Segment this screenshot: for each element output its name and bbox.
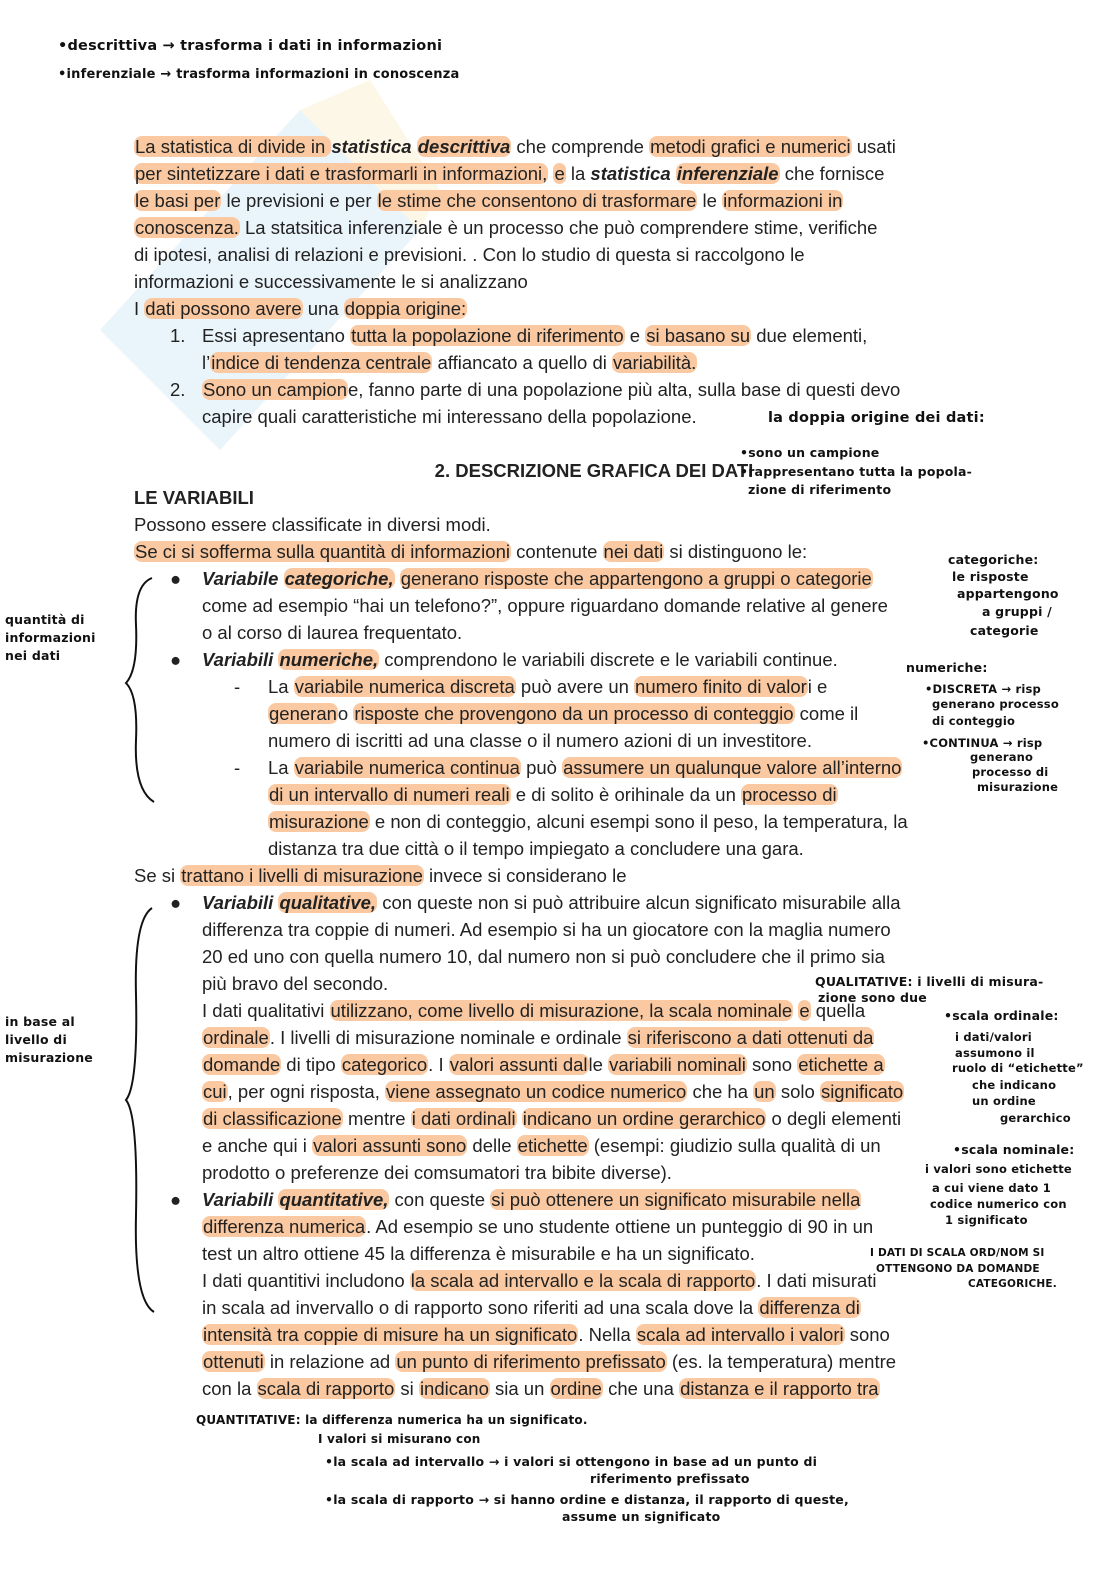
highlighted-text: significato xyxy=(820,1081,904,1102)
highlighted-text: tutta la popolazione di riferimento xyxy=(351,325,624,346)
text-segment: che fornisce xyxy=(779,163,885,184)
note: appartengono xyxy=(957,586,1059,601)
text-segment: (esempi: giudizio sulla qualità di un xyxy=(588,1135,881,1156)
bullet-marker: ● xyxy=(170,892,182,913)
text-line xyxy=(134,862,994,889)
highlighted-text: ordine xyxy=(550,1378,602,1399)
text-line xyxy=(134,1186,994,1213)
highlighted-text: cui xyxy=(203,1081,227,1102)
highlighted-text: indicano xyxy=(419,1378,489,1399)
note: •scala ordinale: xyxy=(944,1008,1059,1023)
highlighted-text: Sono un campion xyxy=(203,379,347,400)
highlighted-text: variabile numerica discreta xyxy=(294,676,515,697)
note: •CONTINUA → risp xyxy=(922,736,1043,750)
text-segment: o al corso di laurea frequentato. xyxy=(202,622,463,643)
highlighted-text: le basi per xyxy=(135,190,221,211)
highlighted-text: utilizzano, come livello di misurazione, la scala nominale xyxy=(330,1000,793,1021)
list-number: 2. xyxy=(170,379,186,400)
text-segment: quella xyxy=(810,1000,866,1021)
text-segment: La xyxy=(268,676,294,697)
text-segment: capire quali caratteristiche mi interessano della popolazione. xyxy=(202,406,697,427)
text-segment: numero di iscritti ad una classe o il numero azioni di un investitore. xyxy=(268,730,812,751)
text-line xyxy=(134,754,994,781)
text-segment: si xyxy=(395,1378,419,1399)
text-segment: . Ad esempio se uno studente ottiene un punteggio di 90 in un xyxy=(366,1216,874,1237)
highlighted-text: doppia origine: xyxy=(344,298,467,319)
text-line xyxy=(134,727,994,754)
highlighted-text: e xyxy=(799,1000,810,1021)
text-segment: prodotto o preferenze dei comsumatori tra bibite diverse). xyxy=(202,1162,672,1183)
text-segment: che una xyxy=(602,1378,680,1399)
left-brace-icon xyxy=(122,905,162,1315)
highlighted-text: numero finito di valor xyxy=(635,676,807,697)
text-segment: che ha xyxy=(687,1081,754,1102)
bullet-marker: ● xyxy=(170,1189,182,1210)
text-segment: affiancato a quello di xyxy=(432,352,612,373)
text-segment: la xyxy=(565,163,591,184)
text-segment xyxy=(395,568,400,589)
text-line xyxy=(134,835,994,862)
text-line xyxy=(134,565,994,592)
highlighted-text: indice di tendenza centrale xyxy=(211,352,432,373)
text-segment: con la xyxy=(202,1378,257,1399)
note: QUANTITATIVE: la differenza numerica ha un significato. xyxy=(196,1413,588,1427)
bullet-marker: ● xyxy=(170,568,182,589)
text-segment: . I xyxy=(428,1054,449,1075)
text-segment: sono xyxy=(844,1324,890,1345)
top-note-inferenziale: •inferenziale → trasforma informazioni in conoscenza xyxy=(58,67,460,82)
note-left: informazioni xyxy=(5,630,96,645)
text-line xyxy=(134,322,994,349)
highlighted-text: misurazione xyxy=(269,811,369,832)
note: un ordine xyxy=(972,1094,1036,1108)
text-segment: distanza tra due città o il tempo impiegato a concludere una gara. xyxy=(268,838,804,859)
text-line xyxy=(134,214,994,241)
emphasis-text: statistica xyxy=(331,136,417,157)
text-segment: o degli elementi xyxy=(766,1108,902,1129)
text-segment: di tipo xyxy=(281,1054,341,1075)
text-segment: più bravo del secondo. xyxy=(202,973,389,994)
text-segment: I dati qualitativi xyxy=(202,1000,330,1021)
text-line xyxy=(134,349,994,376)
text-segment: come ad esempio “hai un telefono?”, oppure riguardano domande relative al genere xyxy=(202,595,888,616)
text-segment: e di solito è orihinale da un xyxy=(510,784,741,805)
text-segment: in relazione ad xyxy=(264,1351,396,1372)
highlighted-text: quantitative, xyxy=(279,1189,389,1210)
text-line xyxy=(134,1321,994,1348)
text-line xyxy=(134,1132,994,1159)
highlighted-text: valori assunti sono xyxy=(313,1135,467,1156)
highlighted-text: viene assegnato un codice numerico xyxy=(386,1081,687,1102)
highlighted-text: e xyxy=(554,163,565,184)
text-segment: con queste xyxy=(389,1189,491,1210)
text-segment: , per ogni risposta, xyxy=(227,1081,385,1102)
text-line xyxy=(134,1240,994,1267)
emphasis-text: statistica xyxy=(590,163,676,184)
text-segment: Possono essere classificate in diversi modi. xyxy=(134,514,491,535)
note: gerarchico xyxy=(1000,1111,1071,1125)
text-segment: può xyxy=(520,757,563,778)
highlighted-text: domande xyxy=(203,1054,281,1075)
note: •DISCRETA → risp xyxy=(925,682,1041,696)
note: •sono un campione xyxy=(740,445,880,460)
text-segment: comprendono le variabili discrete e le variabili continue. xyxy=(379,649,838,670)
highlighted-text: i dati ordinali xyxy=(411,1108,516,1129)
text-line xyxy=(134,268,994,295)
note: codice numerico con xyxy=(930,1197,1067,1211)
text-segment: come il xyxy=(794,703,859,724)
text-segment: con queste non si può attribuire alcun significato misurabile alla xyxy=(377,892,901,913)
text-line xyxy=(134,538,994,565)
text-line xyxy=(134,1051,994,1078)
note: misurazione xyxy=(977,780,1059,794)
note: ruolo di “etichette” xyxy=(952,1061,1084,1075)
text-segment: (es. la temperatura) mentre xyxy=(666,1351,897,1372)
text-segment: due elementi, xyxy=(751,325,868,346)
highlighted-text: risposte che provengono da un processo di conteggio xyxy=(354,703,794,724)
note: •rappresentano tutta la popola- xyxy=(740,464,973,479)
note: categorie xyxy=(970,623,1039,638)
highlighted-text: si può ottenere un significato misurabile nella xyxy=(491,1189,861,1210)
text-line xyxy=(134,781,994,808)
text-segment: può avere un xyxy=(515,676,635,697)
text-segment: e non di conteggio, alcuni esempi sono il peso, la temperatura, la xyxy=(369,811,908,832)
highlighted-text: un xyxy=(754,1081,775,1102)
highlighted-text: di classificazione xyxy=(203,1108,342,1129)
note: generano xyxy=(970,750,1034,764)
highlighted-text: trattano i livelli di misurazione xyxy=(181,865,423,886)
note: 1 significato xyxy=(945,1213,1028,1227)
highlighted-text: processo di xyxy=(742,784,837,805)
text-line xyxy=(134,160,994,187)
text-segment: le xyxy=(697,190,723,211)
highlighted-text: differenza numerica xyxy=(203,1216,366,1237)
text-line xyxy=(134,646,994,673)
highlighted-text: si riferiscono a dati ottenuti da xyxy=(627,1027,874,1048)
text-segment: . Nella xyxy=(578,1324,636,1345)
note: •la scala di rapporto → si hanno ordine e distanza, il rapporto di queste, xyxy=(325,1492,849,1507)
note: assume un significato xyxy=(562,1509,721,1524)
highlighted-text: la scala ad intervallo e la scala di rapporto xyxy=(410,1270,756,1291)
note: che indicano xyxy=(972,1078,1057,1092)
note-left: nei dati xyxy=(5,648,61,663)
highlighted-text: etichette xyxy=(517,1135,588,1156)
highlighted-text: informazioni in xyxy=(723,190,843,211)
highlighted-text: generano risposte che appartengono a gruppi o categorie xyxy=(400,568,872,589)
text-segment: differenza tra coppie di numeri. Ad esempio si ha un giocatore con la maglia numero xyxy=(202,919,891,940)
text-segment: La statsitica inferenziale è un processo che può comprendere stime, verifiche xyxy=(239,217,878,238)
emphasis-text: Variabili xyxy=(202,1189,279,1210)
note: zione di riferimento xyxy=(748,482,892,497)
text-segment: si distinguono le: xyxy=(664,541,808,562)
highlighted-text: distanza e il rapporto tra xyxy=(680,1378,879,1399)
note: numeriche: xyxy=(906,660,988,675)
dash-marker: - xyxy=(234,757,241,778)
text-segment: 2. DESCRIZIONE GRAFICA DEI DATI xyxy=(434,460,754,481)
text-line xyxy=(134,1294,994,1321)
text-line xyxy=(134,1213,994,1240)
note: I valori si misurano con xyxy=(318,1432,481,1446)
highlighted-text: categoriche, xyxy=(284,568,394,589)
text-segment: in scala ad invervallo o di rapporto sono riferiti ad una scala dove la xyxy=(202,1297,759,1318)
highlighted-text: ottenuti xyxy=(203,1351,264,1372)
text-line xyxy=(134,133,994,160)
note-origin-title: la doppia origine dei dati: xyxy=(768,410,985,426)
highlighted-text: indicano un ordine gerarchico xyxy=(522,1108,766,1129)
text-segment: delle xyxy=(467,1135,517,1156)
text-segment: che comprende xyxy=(511,136,650,157)
text-segment: Se si xyxy=(134,865,181,886)
text-segment: La xyxy=(268,757,294,778)
note: •scala nominale: xyxy=(953,1142,1075,1157)
highlighted-text: generan xyxy=(269,703,337,724)
text-segment: contenute xyxy=(510,541,603,562)
text-segment: solo xyxy=(775,1081,820,1102)
text-segment: 20 ed uno con quella numero 10, dal numero non si può concludere che il primo sia xyxy=(202,946,885,967)
text-line xyxy=(134,673,994,700)
list-number: 1. xyxy=(170,325,186,346)
text-segment xyxy=(517,1108,522,1129)
highlighted-text: differenza di xyxy=(759,1297,860,1318)
highlighted-text: nei dati xyxy=(603,541,664,562)
text-segment: I dati quantitivi includono xyxy=(202,1270,410,1291)
note-left: in base al xyxy=(5,1014,75,1029)
text-line xyxy=(134,889,994,916)
note: di conteggio xyxy=(932,714,1016,728)
highlighted-text: le stime che consentono di trasformare xyxy=(377,190,697,211)
note: QUALITATIVE: i livelli di misura- xyxy=(815,974,1044,989)
text-segment: e, fanno parte di una popolazione più alta, sulla base di questi devo xyxy=(348,379,901,400)
text-line xyxy=(134,592,994,619)
highlighted-text: etichette a xyxy=(798,1054,884,1075)
note: I DATI DI SCALA ORD/NOM SI xyxy=(870,1247,1045,1259)
highlighted-text: variabile numerica continua xyxy=(294,757,520,778)
note: generano processo xyxy=(932,697,1059,711)
text-segment: una xyxy=(302,298,344,319)
text-line xyxy=(134,1024,994,1051)
text-segment: le previsioni e per xyxy=(221,190,377,211)
text-segment: e anche qui i xyxy=(202,1135,313,1156)
note: OTTENGONO DA DOMANDE xyxy=(876,1263,1040,1275)
note: a gruppi / xyxy=(982,604,1052,619)
highlighted-text: variabilità. xyxy=(613,352,697,373)
note: riferimento prefissato xyxy=(590,1471,750,1486)
text-line xyxy=(134,619,994,646)
highlighted-text: ordinale xyxy=(203,1027,269,1048)
text-line xyxy=(134,943,994,970)
highlighted-text: variabili nominali xyxy=(609,1054,746,1075)
note: CATEGORICHE. xyxy=(968,1278,1057,1290)
text-line xyxy=(134,1348,994,1375)
text-segment: l’ xyxy=(202,352,211,373)
text-segment: . I livelli di misurazione nominale e ordinale xyxy=(269,1027,627,1048)
text-segment: Essi apresentano xyxy=(202,325,351,346)
highlighted-text: si basano su xyxy=(646,325,751,346)
text-segment: sia un xyxy=(489,1378,550,1399)
left-brace-icon xyxy=(122,575,162,805)
dash-marker: - xyxy=(234,676,241,697)
note-left: livello di xyxy=(5,1032,67,1047)
emphasis-text: Variabile xyxy=(202,568,284,589)
highlighted-text: descrittiva xyxy=(417,136,511,157)
note: zione sono due xyxy=(818,990,927,1005)
highlighted-text: assumere un qualunque valore all’interno xyxy=(563,757,902,778)
text-segment: test un altro ottiene 45 la differenza è misurabile e ha un significato. xyxy=(202,1243,755,1264)
text-line xyxy=(134,187,994,214)
note: processo di xyxy=(972,765,1049,779)
text-line xyxy=(134,916,994,943)
highlighted-text: dati possono avere xyxy=(145,298,302,319)
note: categoriche: xyxy=(948,552,1039,567)
emphasis-text: Variabili xyxy=(202,892,279,913)
note: assumono il xyxy=(955,1046,1035,1060)
highlighted-text: di un intervallo di numeri reali xyxy=(269,784,510,805)
text-segment: invece si considerano le xyxy=(423,865,627,886)
highlighted-text: intensità tra coppie di misure ha un significato xyxy=(203,1324,578,1345)
note-left: misurazione xyxy=(5,1050,93,1065)
text-line xyxy=(134,376,994,403)
text-line xyxy=(134,700,994,727)
highlighted-text: un punto di riferimento prefissato xyxy=(396,1351,666,1372)
emphasis-text: Variabili xyxy=(202,649,279,670)
bullet-marker: ● xyxy=(170,649,182,670)
note: i valori sono etichette xyxy=(925,1162,1072,1176)
highlighted-text: per sintetizzare i dati e trasformarli in informazioni, xyxy=(135,163,548,184)
text-line xyxy=(134,1267,994,1294)
text-segment: e xyxy=(624,325,646,346)
top-note-descrittiva: •descrittiva → trasforma i dati in informazioni xyxy=(58,38,443,54)
highlighted-text: La statistica di divide in xyxy=(135,136,331,157)
highlighted-text: categorico xyxy=(341,1054,428,1075)
note-left: quantità di xyxy=(5,612,85,627)
text-segment: o xyxy=(337,703,354,724)
highlighted-text: numeriche, xyxy=(279,649,379,670)
note: •la scala ad intervallo → i valori si ottengono in base ad un punto di xyxy=(325,1454,818,1469)
highlighted-text: valori assunti dal xyxy=(449,1054,588,1075)
text-segment: i e xyxy=(807,676,828,697)
text-line xyxy=(134,1105,994,1132)
note: i dati/valori xyxy=(955,1030,1032,1044)
text-segment: I xyxy=(134,298,145,319)
highlighted-text: conoscenza. xyxy=(135,217,239,238)
highlighted-text: scala ad intervallo i valori xyxy=(636,1324,844,1345)
note: a cui viene dato 1 xyxy=(932,1181,1051,1195)
text-segment: usati xyxy=(851,136,896,157)
text-segment: LE VARIABILI xyxy=(134,487,254,508)
document-body xyxy=(134,133,994,1402)
text-segment: sono xyxy=(746,1054,798,1075)
text-segment: di ipotesi, analisi di relazioni e previsioni. . Con lo studio di questa si raccolgono le xyxy=(134,244,805,265)
text-line xyxy=(134,1078,994,1105)
highlighted-text: inferenziale xyxy=(676,163,779,184)
highlighted-text: qualitative, xyxy=(279,892,377,913)
note: le risposte xyxy=(952,569,1029,584)
highlighted-text: scala di rapporto xyxy=(257,1378,395,1399)
text-line xyxy=(134,808,994,835)
text-line xyxy=(134,295,994,322)
text-segment: informazioni e successivamente le si analizzano xyxy=(134,271,528,292)
text-segment: . I dati misurati xyxy=(756,1270,877,1291)
text-line xyxy=(134,241,994,268)
text-line xyxy=(134,1375,994,1402)
text-line xyxy=(134,511,994,538)
text-segment: mentre xyxy=(342,1108,411,1129)
highlighted-text: Se ci si sofferma sulla quantità di informazioni xyxy=(135,541,510,562)
highlighted-text: metodi grafici e numerici xyxy=(650,136,851,157)
text-line xyxy=(134,1159,994,1186)
text-segment: le xyxy=(588,1054,609,1075)
